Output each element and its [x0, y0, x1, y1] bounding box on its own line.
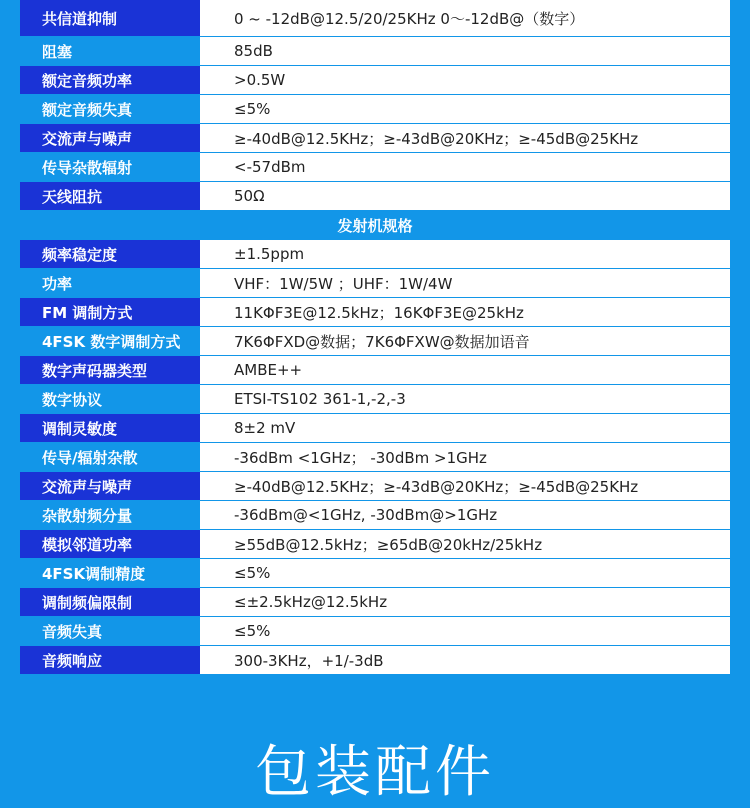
spec-label: 音频失真 [20, 617, 200, 645]
spec-row [20, 530, 730, 558]
spec-value: ≤5% [200, 559, 730, 587]
spec-label: 共信道抑制 [20, 0, 200, 36]
spec-label: 数字声码器类型 [20, 356, 200, 384]
spec-value: 85dB [200, 37, 730, 65]
spec-row [20, 385, 730, 413]
spec-row [20, 240, 730, 268]
spec-value: -36dBm@<1GHz, -30dBm@>1GHz [200, 501, 730, 529]
spec-value: 300-3KHz，+1/-3dB [200, 646, 730, 674]
spec-value: ≤±2.5kHz@12.5kHz [200, 588, 730, 616]
spec-label: 数字协议 [20, 385, 200, 413]
transmitter-spec-rows [20, 240, 730, 674]
spec-row [20, 0, 730, 36]
spec-value: VHF：1W/5W ；UHF：1W/4W [200, 269, 730, 297]
spec-value: <-57dBm [200, 153, 730, 181]
spec-row [20, 501, 730, 529]
spec-value: ≤5% [200, 95, 730, 123]
spec-row [20, 124, 730, 152]
spec-label: 功率 [20, 269, 200, 297]
spec-row [20, 588, 730, 616]
spec-label: 天线阻抗 [20, 182, 200, 210]
spec-table [20, 0, 730, 675]
spec-value: 50Ω [200, 182, 730, 210]
spec-label: FM 调制方式 [20, 298, 200, 326]
spec-value: ≥-40dB@12.5KHz；≥-43dB@20KHz；≥-45dB@25KHz [200, 124, 730, 152]
spec-label: 模拟邻道功率 [20, 530, 200, 558]
spec-row [20, 298, 730, 326]
footer-title: 包装配件 [255, 740, 495, 805]
spec-label: 交流声与噪声 [20, 472, 200, 500]
spec-row [20, 95, 730, 123]
spec-value: -36dBm <1GHz； -30dBm >1GHz [200, 443, 730, 471]
spec-row [20, 327, 730, 355]
spec-row [20, 617, 730, 645]
spec-label: 传导/辐射杂散 [20, 443, 200, 471]
spec-row [20, 269, 730, 297]
transmitter-section-title: 发射机规格 [337, 216, 413, 235]
spec-row [20, 559, 730, 587]
spec-label: 阻塞 [20, 37, 200, 65]
spec-label: 4FSK 数字调制方式 [20, 327, 200, 355]
spec-row [20, 646, 730, 674]
spec-label: 频率稳定度 [20, 240, 200, 268]
spec-label: 杂散射频分量 [20, 501, 200, 529]
spec-value: ±1.5ppm [200, 240, 730, 268]
spec-value: 8±2 mV [200, 414, 730, 442]
spec-label: 调制灵敏度 [20, 414, 200, 442]
spec-value: ≥-40dB@12.5KHz；≥-43dB@20KHz；≥-45dB@25KHz [200, 472, 730, 500]
spec-row [20, 414, 730, 442]
spec-row [20, 443, 730, 471]
spec-value: ≥55dB@12.5kHz；≥65dB@20kHz/25kHz [200, 530, 730, 558]
spec-label: 交流声与噪声 [20, 124, 200, 152]
spec-label: 额定音频失真 [20, 95, 200, 123]
spec-row [20, 153, 730, 181]
spec-label: 音频响应 [20, 646, 200, 674]
spec-value: 0 ~ -12dB@12.5/20/25KHz 0〜-12dB@（数字） [200, 0, 730, 36]
spec-label: 传导杂散辐射 [20, 153, 200, 181]
spec-value: ≤5% [200, 617, 730, 645]
spec-value: 7K6ΦFXD@数据；7K6ΦFXW@数据加语音 [200, 327, 730, 355]
spec-label: 4FSK调制精度 [20, 559, 200, 587]
receiver-spec-rows [20, 0, 730, 210]
spec-row [20, 356, 730, 384]
spec-row [20, 182, 730, 210]
spec-value: 11KΦF3E@12.5kHz；16KΦF3E@25kHz [200, 298, 730, 326]
spec-label: 调制频偏限制 [20, 588, 200, 616]
spec-value: AMBE++ [200, 356, 730, 384]
spec-row [20, 66, 730, 94]
spec-row [20, 37, 730, 65]
spec-row [20, 472, 730, 500]
spec-value: >0.5W [200, 66, 730, 94]
spec-label: 额定音频功率 [20, 66, 200, 94]
spec-value: ETSI-TS102 361-1,-2,-3 [200, 385, 730, 413]
